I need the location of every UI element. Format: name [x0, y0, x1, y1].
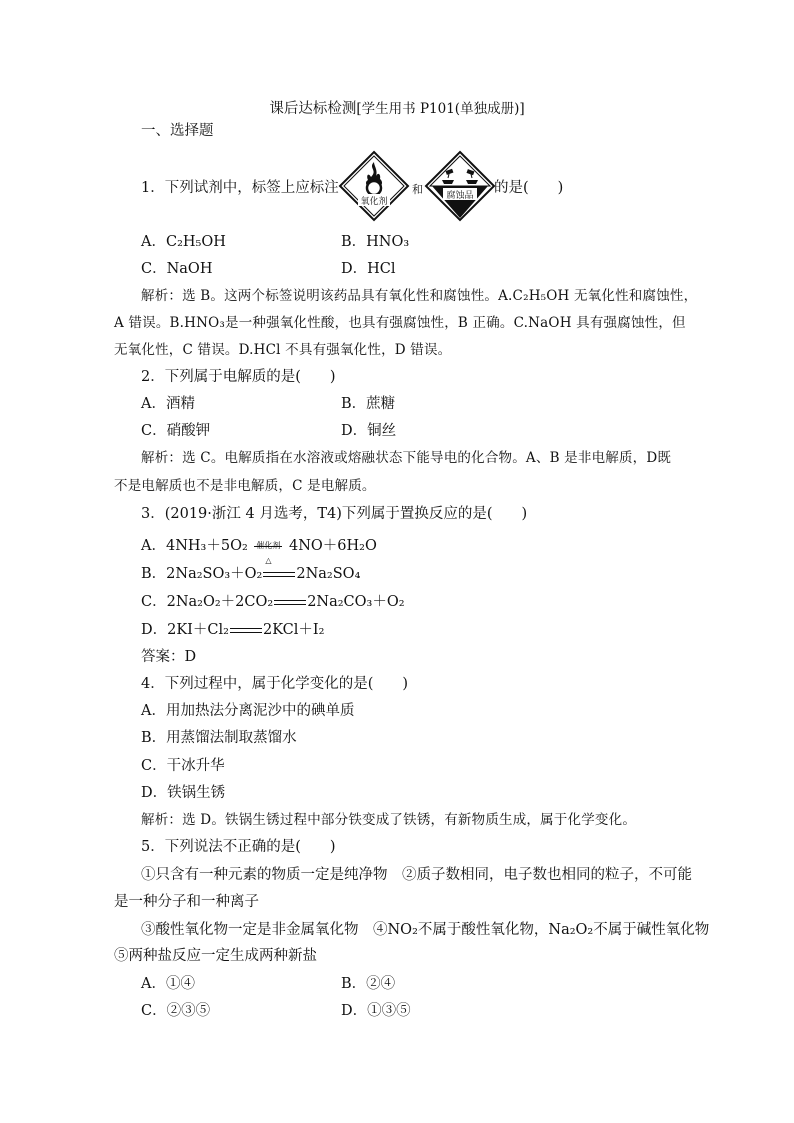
q1-option-a: A．C₂H₅OH [141, 234, 226, 250]
q1-option-c: C．NaOH [141, 261, 213, 277]
title-source: [学生用书 P101(单独成册)] [356, 101, 525, 117]
q3-option-b [141, 564, 360, 584]
q1-option-b: B．HNO₃ [341, 234, 410, 250]
q5-option-a: A．①④ [141, 976, 195, 992]
reaction-arrow [254, 540, 282, 565]
q5-statement-line1: ①只含有一种元素的物质一定是纯净物 ②质子数相同，电子数也相同的粒子，不可能 [141, 867, 692, 883]
q3-option-a [141, 536, 377, 565]
page-title [0, 97, 794, 118]
q1-analysis-line1: 解析：选 B。这两个标签说明该药品具有氧化性和腐蚀性。A.C₂H₅OH 无氧化性和腐蚀性， [141, 288, 698, 304]
q4-option-c: C．干冰升华 [141, 758, 225, 774]
title-text: 课后达标检测 [269, 101, 357, 117]
q4-option-a: A．用加热法分离泥沙中的碘单质 [141, 703, 355, 719]
corrosive-label-icon [424, 150, 496, 222]
q5-statement-line2: 是一种分子和一种离子 [114, 894, 259, 910]
q2-option-d: D．铜丝 [341, 423, 397, 439]
q4-analysis: 解析：选 D。铁锅生锈过程中部分铁变成了铁锈，有新物质生成，属于化学变化。 [141, 812, 637, 828]
q1-stem-pre: 1．下列试剂中，标签上应标注 [141, 180, 339, 196]
q3-d-reactants: D．2KI＋Cl₂ [141, 622, 229, 638]
q5-stem: 5．下列说法不正确的是( ) [141, 839, 336, 855]
q1-stem-post: 的是( ) [494, 180, 564, 196]
equals-sign [263, 572, 295, 577]
q1-option-d: D．HCl [341, 261, 396, 277]
q3-c-reactants: C．2Na₂O₂＋2CO₂ [141, 594, 274, 610]
q3-stem: 3．(2019·浙江 4 月选考，T4)下列属于置换反应的是( ) [141, 506, 528, 522]
oxidizer-label-icon [338, 150, 410, 222]
q3-a-reactants: A．4NH₃＋5O₂ [141, 538, 248, 554]
oxidizer-label-text: 氧化剂 [360, 197, 388, 207]
q5-statement-line3: ③酸性氧化物一定是非金属氧化物 ④NO₂不属于酸性氧化物，Na₂O₂不属于碱性氧化物 [141, 922, 710, 938]
equals-sign [230, 628, 262, 633]
q3-d-products: 2KCl＋I₂ [262, 622, 325, 638]
q2-option-b: B．蔗糖 [341, 396, 396, 412]
section-heading: 一、选择题 [141, 123, 214, 139]
q3-option-c [141, 592, 405, 612]
heat-symbol: △ [265, 555, 272, 565]
q3-option-d [141, 620, 324, 640]
q3-c-products: 2Na₂CO₃＋O₂ [307, 594, 405, 610]
q3-answer: 答案：D [141, 649, 197, 665]
q4-option-d: D．铁锅生锈 [141, 785, 226, 801]
q5-statement-line4: ⑤两种盐反应一定生成两种新盐 [114, 948, 317, 964]
q2-option-a: A．酒精 [141, 396, 195, 412]
q2-analysis-line1: 解析：选 C。电解质指在水溶液或熔融状态下能导电的化合物。A、B 是非电解质，D既 [141, 450, 672, 466]
q3-a-products: 4NO＋6H₂O [289, 538, 377, 554]
q2-option-c: C．硝酸钾 [141, 423, 211, 439]
q5-option-d: D．①③⑤ [341, 1003, 411, 1019]
corrosive-label-text: 腐蚀品 [446, 191, 474, 201]
q5-option-c: C．②③⑤ [141, 1003, 211, 1019]
q4-stem: 4．下列过程中，属于化学变化的是( ) [141, 676, 409, 692]
q3-b-products: 2Na₂SO₄ [296, 566, 361, 582]
q5-option-b: B．②④ [341, 976, 396, 992]
q2-analysis-line2: 不是电解质也不是非电解质，C 是电解质。 [114, 478, 376, 494]
catalyst-label: 催化剂 [256, 540, 281, 550]
equals-sign [274, 600, 306, 605]
q3-b-reactants: B．2Na₂SO₃＋O₂ [141, 566, 263, 582]
q1-analysis-line2: A 错误。B.HNO₃是一种强氧化性酸，也具有强腐蚀性，B 正确。C.NaOH 具有强腐蚀性，但 [114, 315, 686, 331]
q1-and: 和 [412, 183, 423, 196]
q4-option-b: B．用蒸馏法制取蒸馏水 [141, 730, 297, 746]
q1-analysis-line3: 无氧化性，C 错误。D.HCl 不具有强氧化性，D 错误。 [114, 342, 452, 358]
q2-stem: 2．下列属于电解质的是( ) [141, 369, 336, 385]
